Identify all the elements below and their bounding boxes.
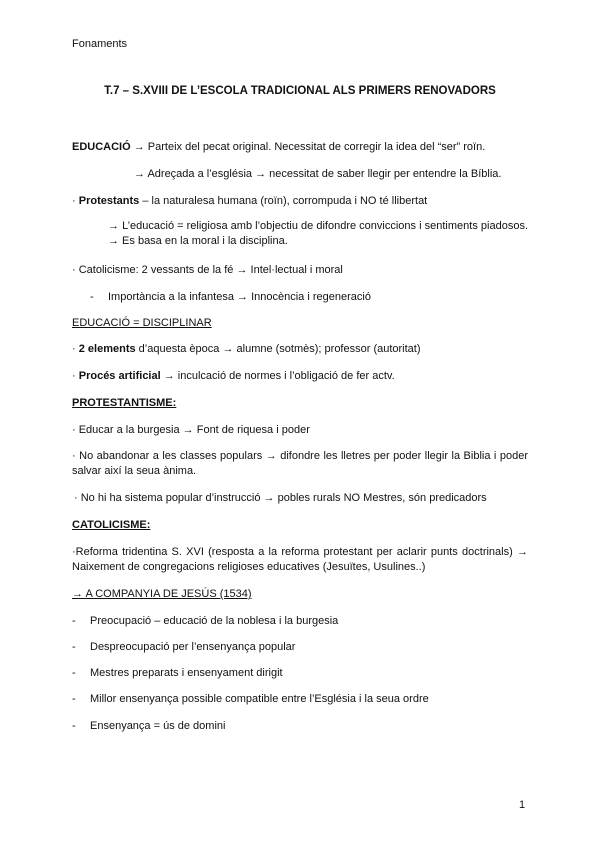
educacio-text-1: → Parteix del pecat original. Necessitat de corregir la idea del “ser” roïn. (133, 141, 486, 153)
infantesa-item: Importància a la infantesa → Innocència i regeneració (108, 291, 371, 303)
companyia-dash: - (72, 615, 76, 627)
protestantisme-item-3: · No hi ha sistema popular d’instrucció → pobles rurals NO Mestres, són predicadors (74, 492, 487, 504)
protestantisme-heading: PROTESTANTISME: (72, 397, 177, 409)
bullet: · (72, 343, 76, 355)
elements-text: d’aquesta època → alumne (sotmès); professor (autoritat) (135, 343, 421, 355)
educacio-disciplinar-heading: EDUCACIÓ = DISCIPLINAR (72, 317, 212, 329)
elements-line (72, 342, 421, 356)
protestantisme-item-2: · No abandonar a les classes populars → difondre les lletres per poder llegir la Biblia i poder salvar així la seua ànima. (72, 450, 528, 477)
companyia-dash: - (72, 720, 76, 732)
companyia-heading: → A COMPANYIA DE JESÚS (1534) (72, 588, 252, 600)
protestants-line (72, 194, 427, 208)
companyia-item-2: Despreocupació per l’ensenyança popular (90, 641, 296, 653)
elements-label: 2 elements (78, 343, 136, 355)
page-title: T.7 – S.XVIII DE L’ESCOLA TRADICIONAL ALS PRIMERS RENOVADORS (104, 85, 496, 97)
protestants-label: Protestants (78, 195, 140, 207)
proces-text: → inculcació de normes i l’obligació de fer actv. (160, 370, 395, 382)
companyia-item-4: Millor ensenyança possible compatible entre l’Església i la seua ordre (90, 693, 429, 705)
catolicisme-line: · Catolicisme: 2 vessants de la fé → Intel·lectual i moral (72, 264, 343, 276)
companyia-item-3: Mestres preparats i ensenyament dirigit (90, 667, 283, 679)
companyia-item-5: Ensenyança = ús de domini (90, 720, 226, 732)
protestantisme-item-1: · Educar a la burgesia → Font de riquesa i poder (72, 424, 310, 436)
proces-line (72, 369, 395, 383)
educacio-label: EDUCACIÓ (72, 141, 131, 153)
companyia-dash: - (72, 641, 76, 653)
companyia-dash: - (72, 693, 76, 705)
companyia-dash: - (72, 667, 76, 679)
infantesa-dash: - (90, 291, 94, 303)
protestants-text: – la naturalesa humana (roïn), corrompuda i NO té llibertat (139, 195, 428, 207)
educacio-line-1 (72, 140, 485, 154)
proces-label: Procés artificial (78, 370, 161, 382)
page-number: 1 (519, 799, 526, 811)
bullet: · (72, 195, 76, 207)
running-header: Fonaments (72, 38, 128, 50)
bullet: · (72, 370, 76, 382)
companyia-item-1: Preocupació – educació de la noblesa i la burgesia (90, 615, 339, 627)
educacio-line-2: → Adreçada a l’església → necessitat de saber llegir per entendre la Bíblia. (134, 168, 502, 180)
catolicisme-heading: CATOLICISME: (72, 519, 151, 531)
protestants-detail: → L’educació = religiosa amb l’objectiu de difondre conviccions i sentiments piadosos. → Es basa en la moral i la disciplina. (108, 220, 528, 247)
catolicisme-text: ·Reforma tridentina S. XVI (resposta a la reforma protestant per aclarir punts doctrinals) → Naixement de congregacions religioses educatives (Jesuïtes, Usulines..) (72, 546, 528, 573)
